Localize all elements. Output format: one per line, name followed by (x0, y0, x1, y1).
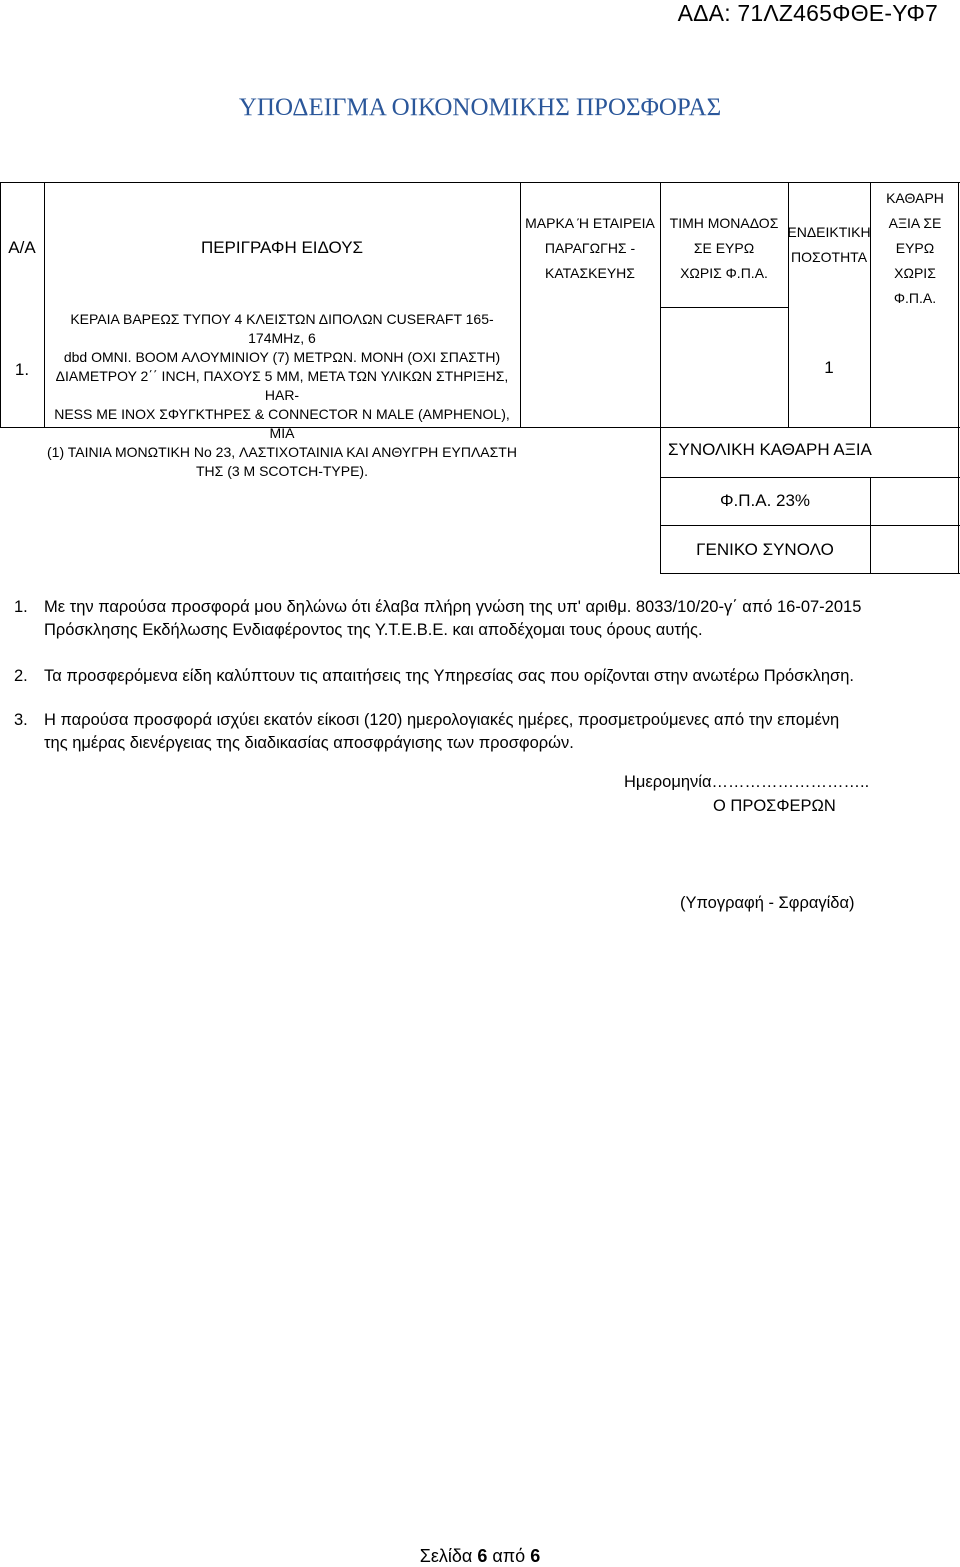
net-total-label: ΣΥΝΟΛΙΚΗ ΚΑΘΑΡΗ ΑΞΙΑ (668, 440, 872, 459)
signature-stamp-label: (Υπογραφή - Σφραγίδα) (680, 894, 855, 912)
header-quantity: ΕΝΔΕΙΚΤΙΚΗ ΠΟΣΟΤΗΤΑ (787, 224, 871, 265)
offeror-label: Ο ΠΡΟΣΦΕΡΩΝ (713, 797, 836, 815)
term-3: 3. Η παρούσα προσφορά ισχύει εκατόν είκοσι (120) ημερολογιακές ημέρες, προσμετρούμενες από την επομένη της ημέρας διενέργειας της διαδικασίας αποσφράγισης των προσφορών. (14, 711, 840, 752)
header-unit-price: ΤΙΜΗ ΜΟΝΑΔΟΣ ΣΕ ΕΥΡΩ ΧΩΡΙΣ Φ.Π.Α. (669, 214, 779, 281)
header-net-value: ΚΑΘΑΡΗ ΑΞΙΑ ΣΕ ΕΥΡΩ ΧΩΡΙΣ Φ.Π.Α. (886, 189, 944, 306)
row-unit-price[interactable] (660, 355, 788, 379)
grand-total-label: ΓΕΝΙΚΟ ΣΥΝΟΛΟ (696, 539, 834, 559)
vat-label: Φ.Π.Α. 23% (719, 490, 811, 510)
ada-code: ΑΔΑ: 71ΛΖ465ΦΘΕ-ΥΦ7 (677, 0, 938, 26)
header-description: ΠΕΡΙΓΡΑΦΗ ΕΙΔΟΥΣ (200, 237, 364, 257)
total-pages: 6 (530, 1546, 541, 1566)
row-quantity: 1 (824, 357, 834, 377)
term-1: 1. Με την παρούσα προσφορά μου δηλώνω ότι έλαβα πλήρη γνώση της υπ' αριθμ. 8033/10/20-γ΄ από 16-07-2015 Πρόσκλησης Εκδήλωσης Ενδιαφέροντος της Υ.Τ.Ε.Β.Ε. και αποδέχομαι τους όρους αυτής. (14, 598, 862, 639)
page-footer: Σελίδα 6 από 6 (419, 1546, 541, 1566)
page-title: ΥΠΟΔΕΙΓΜΑ ΟΙΚΟΝΟΜΙΚΗΣ ΠΡΟΣΦΟΡΑΣ (238, 94, 722, 121)
row-brand[interactable] (520, 355, 660, 379)
row-aa: 1. (14, 359, 30, 379)
row-description: ΚΕΡΑΙΑ ΒΑΡΕΩΣ ΤΥΠΟΥ 4 ΚΛΕΙΣΤΩΝ ΔΙΠΟΛΩΝ CUSERAFT 165-174MHz, 6 dbd OMNI. ΒΟΟΜ ΑΛΟΥΜΙΝΙΟΥ (7) ΜΕΤΡΩΝ. ΜΟΝΗ (ΟΧΙ ΣΠΑΣΤΗ) ΔΙΑΜΕΤΡΟΥ 2΄΄ INCH, ΠΑΧΟΥΣ 5 MM, ΜΕΤΑ ΤΩΝ ΥΛΙΚΩΝ ΣΤΗΡΙΞΗΣ, HAR- NESS ΜΕ ΙΝΟΧ ΣΦΥΓΚΤΗΡΕΣ & CONNECTOR N MALE (AMPHENOL), ΜΙΑ (1) ΤΑΙΝΙΑ ΜΟΝΩΤΙΚΗ No 23, ΛΑΣΤΙΧΟΤΑΙΝΙΑ ΚΑΙ ΑΝΘΥΓΡΗ ΕΥΠΛΑΣΤΗ ΤΗΣ (3 Μ SCOTCH-TYPE). (47, 311, 517, 479)
header-aa: Α/Α (8, 237, 36, 257)
current-page: 6 (477, 1546, 488, 1566)
date-label: Ημερομηνία……………………….. (624, 773, 870, 791)
row-net-value[interactable] (870, 355, 958, 379)
header-brand: ΜΑΡΚΑ Ή ΕΤΑΙΡΕΙΑ ΠΑΡΑΓΩΓΗΣ - ΚΑΤΑΣΚΕΥΗΣ (525, 214, 655, 281)
term-2: 2. Τα προσφερόμενα είδη καλύπτουν τις απαιτήσεις της Υπηρεσίας σας που ορίζονται στην ανωτέρω Πρόσκληση. (14, 667, 854, 685)
